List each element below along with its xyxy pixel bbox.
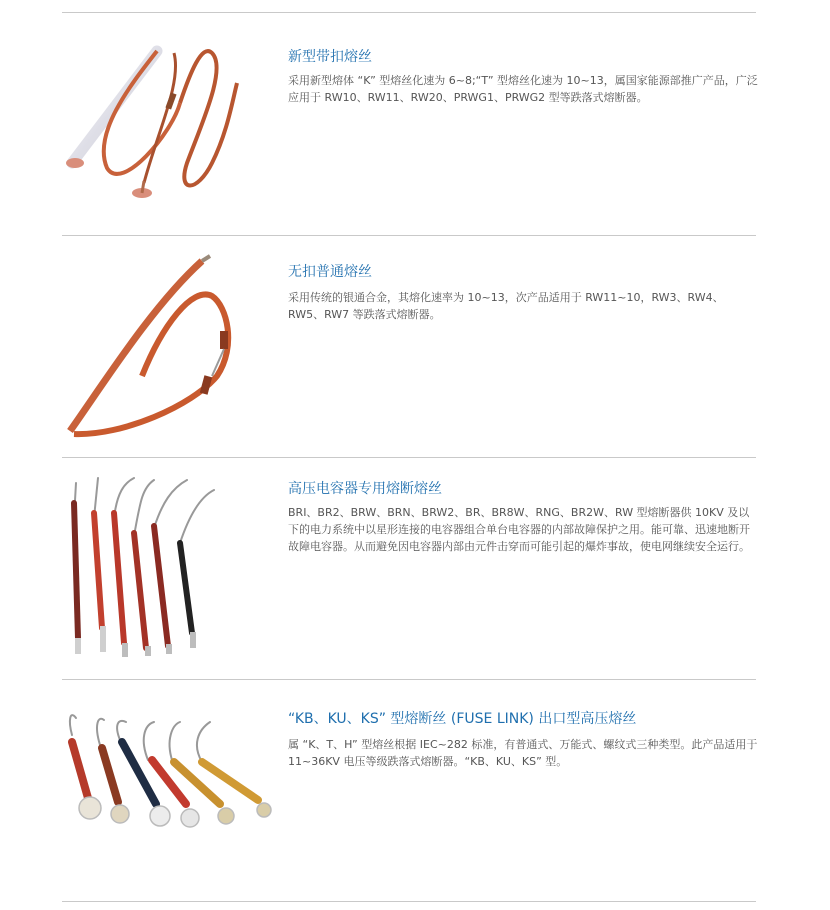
- product-title: “KB、KU、KS” 型熔断丝 (FUSE LINK) 出口型高压熔丝: [288, 711, 637, 727]
- export-fuse-link-set-image: [62, 680, 272, 901]
- product-title: 新型带扣熔丝: [288, 49, 372, 65]
- product-item: [62, 458, 756, 679]
- product-item: [62, 680, 756, 901]
- capacitor-fuse-set-image: [62, 458, 262, 679]
- product-description: BRI、BR2、BRW、BRN、BRW2、BR、BR8W、RNG、BR2W、RW 型熔断器供 10KV 及以下的电力系统中以星形连接的电容器组合单台电容器的内部故障保护之用。能可靠、迅速地断开故障电容器。从而避免因电容器内部由元件击穿而可能引起的爆炸事故，使电网继续安全运行。: [288, 506, 750, 553]
- fuse-with-button-image: [62, 13, 262, 235]
- product-title: 高压电容器专用熔断熔丝: [288, 481, 442, 497]
- product-item: [62, 236, 756, 457]
- product-description: 属 “K、T、H” 型熔丝根据 IEC~282 标准，有普通式、万能式、螺纹式三种类型。此产品适用于 11~36KV 电压等级跌落式熔断器。“KB、KU、KS” 型。: [288, 738, 758, 768]
- product-item: [62, 13, 756, 235]
- divider-bottom: [62, 901, 756, 902]
- product-description: 采用传统的银通合金，其熔化速率为 10~13，次产品适用于 RW11~10，RW3、RW4、RW5、RW7 等跌落式熔断器。: [288, 291, 724, 321]
- product-title: 无扣普通熔丝: [288, 264, 372, 280]
- plain-fuse-wire-image: [62, 236, 262, 457]
- product-description: 采用新型熔体 “K” 型熔丝化速为 6~8;“T” 型熔丝化速为 10~13，属国家能源部推广产品，广泛应用于 RW10、RW11、RW20、PRWG1、PRWG2 型等跌落式熔断器。: [288, 74, 758, 104]
